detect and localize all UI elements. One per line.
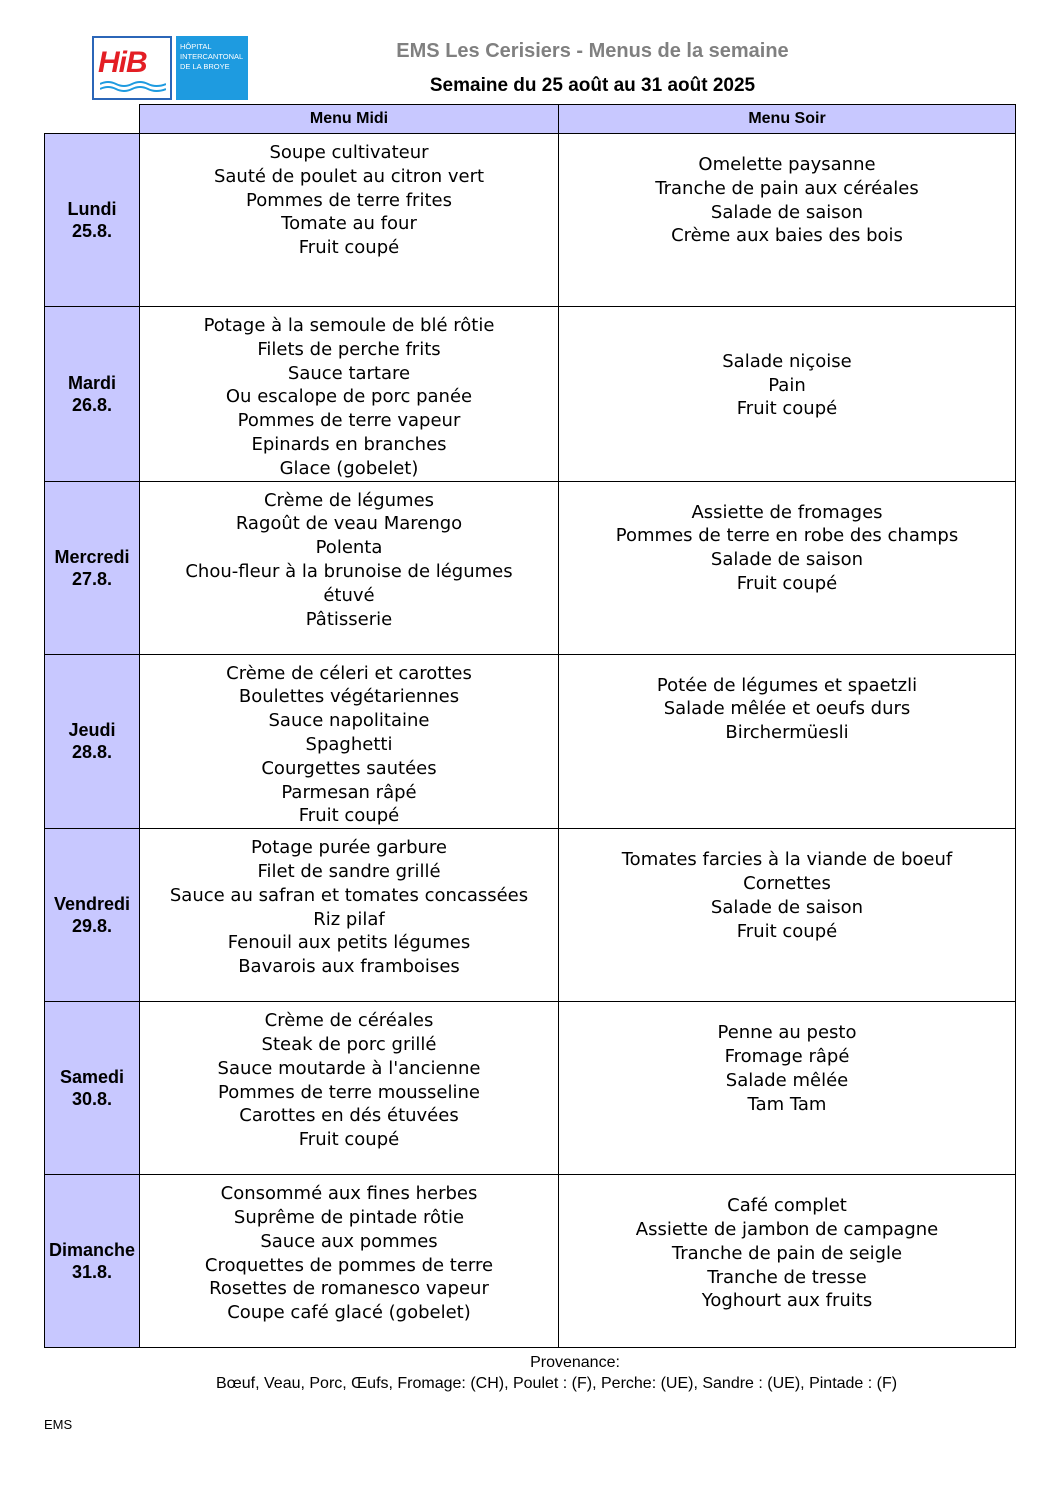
menu-midi-cell [140,481,559,654]
menu-item: Soupe cultivateur [269,142,429,163]
menu-item: Penne au pesto [717,1022,857,1044]
menu-item: Carottes en dés étuvées [239,1105,459,1127]
hospital-logo [92,36,248,100]
menu-item: Birchermüesli [725,722,849,744]
day-date: 25.8. [71,221,113,241]
menu-midi-items [140,482,558,632]
menu-item: Crème aux baies des bois [671,225,903,247]
day-date: 27.8. [71,568,113,589]
menu-table [44,104,1016,1348]
menu-item: Fruit coupé [298,805,400,827]
day-name: Lundi [67,199,117,219]
day-label-cell [45,134,140,307]
menu-item: Salade de saison [710,896,864,918]
menu-item: Rosettes de romanesco vapeur [209,1278,489,1300]
menu-midi-cell [140,1175,559,1348]
menu-item: Spaghetti [305,733,393,755]
menu-item: Sauce tartare [287,362,411,384]
menu-item: Parmesan râpé [281,781,417,803]
provenance-label: Provenance: [530,1354,620,1371]
menu-item: Courgettes sautées [261,757,437,779]
menu-item: Salade de saison [710,201,864,223]
day-name: Vendredi [53,894,131,915]
menu-item: Tranche de pain aux céréales [655,177,919,199]
menu-item: Fenouil aux petits légumes [227,932,471,954]
waves-icon [100,80,166,92]
day-row [45,1002,1016,1175]
menu-item: Pommes de terre mousseline [218,1081,480,1103]
menu-item: Tranche de tresse [707,1266,867,1288]
menu-item [559,326,1015,350]
menu-item: Consommé aux fines herbes [220,1183,478,1205]
menu-item: Salade de saison [710,549,864,571]
day-name: Jeudi [68,720,116,741]
day-label-cell [45,1002,140,1175]
menu-item: Sauce au safran et tomates concassées [169,884,529,906]
menu-midi-items [140,655,558,829]
menu-soir-cell [559,307,1016,482]
menu-soir-items [559,829,1015,943]
day-row [45,307,1016,482]
menu-soir-cell [559,134,1016,307]
menu-item: Yoghourt aux fruits [701,1290,873,1312]
menu-item: Chou-fleur à la brunoise de légumes [185,560,513,582]
menu-item: Assiette de jambon de campagne [635,1218,939,1240]
table-header-row [45,105,1016,134]
day-date: 30.8. [71,1089,113,1110]
logo-text-block [176,36,248,100]
menu-item: Tranche de pain de seigle [671,1242,903,1264]
menu-item: Steak de porc grillé [261,1033,437,1055]
day-label-cell [45,1175,140,1348]
menu-soir-items [559,1175,1015,1313]
column-header-midi: Menu Midi [140,105,559,134]
menu-soir-items [559,307,1015,421]
day-name: Dimanche [48,1240,136,1261]
menu-midi-items [140,829,558,979]
menu-item: Riz pilaf [313,908,385,930]
menu-item: Fruit coupé [736,398,838,420]
menu-item: Tomate au four [281,213,417,235]
logo-text-line: DE LA BROYE [180,62,230,71]
logo-text-line: INTERCANTONAL [180,52,244,61]
day-label-cell [45,829,140,1002]
logo-mark [92,36,172,100]
logo-text-line: HÔPITAL [180,42,212,51]
column-header-soir: Menu Soir [559,105,1016,134]
day-row [45,134,1016,307]
menu-item: Sauté de poulet au citron vert [213,165,485,187]
menu-item: Cornettes [743,872,831,894]
menu-midi-items [140,1002,558,1152]
day-row [45,1175,1016,1348]
menu-item: Salade mêlée [725,1069,849,1091]
day-name: Mercredi [54,546,130,567]
menu-item: Crème de céréales [264,1010,434,1032]
day-name: Samedi [59,1067,125,1088]
footer-label: EMS [44,1417,73,1432]
provenance-text: Bœuf, Veau, Porc, Œufs, Fromage: (CH), Poulet : (F), Perche: (UE), Sandre : (UE), Pintade : (F) [216,1375,898,1392]
menu-item: Sauce aux pommes [260,1230,438,1252]
day-row [45,481,1016,654]
menu-midi-cell [140,307,559,482]
menu-item: Potée de légumes et spaetzli [656,674,918,696]
menu-item: Crème de légumes [263,489,435,511]
menu-item: Pommes de terre en robe des champs [615,525,959,547]
menu-midi-items [140,134,558,260]
menu-item: Salade niçoise [722,350,852,372]
header-corner [45,105,140,134]
menu-soir-cell [559,481,1016,654]
menu-item: Pommes de terre frites [246,189,452,211]
menu-soir-cell [559,654,1016,829]
menu-item: Pommes de terre vapeur [237,410,461,432]
menu-item: Tomates farcies à la viande de boeuf [621,849,953,871]
menu-item: Filet de sandre grillé [257,860,441,882]
menu-item: Potage à la semoule de blé rôtie [203,315,495,336]
week-subtitle: Semaine du 25 août au 31 août 2025 [429,75,756,96]
menu-item: Fromage râpé [724,1045,850,1067]
menu-midi-cell [140,134,559,307]
day-date: 29.8. [71,916,113,937]
menu-item: Bavarois aux framboises [238,956,460,978]
menu-soir-items [559,482,1015,596]
menu-item: Boulettes végétariennes [238,686,460,708]
day-label-cell [45,481,140,654]
menu-item: Omelette paysanne [698,154,876,175]
menu-item: Polenta [315,537,383,559]
day-date: 31.8. [71,1262,113,1283]
menu-item: Café complet [727,1195,847,1217]
menu-item: Potage purée garbure [250,837,447,859]
menu-item: Pâtisserie [305,608,393,630]
day-name: Mardi [67,372,116,393]
menu-item: Fruit coupé [736,572,838,594]
menu-soir-cell [559,1175,1016,1348]
menu-item: Fruit coupé [298,1129,400,1151]
menu-item: Salade mêlée et oeufs durs [663,698,911,720]
menu-item: Fruit coupé [298,237,400,259]
menu-item: Sauce moutarde à l'ancienne [217,1057,481,1079]
menu-soir-cell [559,1002,1016,1175]
menu-soir-cell [559,829,1016,1002]
menu-soir-items [559,134,1015,248]
day-row [45,654,1016,829]
menu-item: Croquettes de pommes de terre [204,1254,494,1276]
menu-item: Crème de céleri et carottes [226,662,472,684]
day-date: 28.8. [71,742,113,763]
menu-item: Fruit coupé [736,920,838,942]
menu-item: Assiette de fromages [691,501,883,523]
menu-item: Ou escalope de porc panée [225,386,473,408]
menu-item: Tam Tam [747,1093,827,1115]
menu-midi-items [140,307,558,481]
day-label-cell [45,654,140,829]
day-date: 26.8. [71,394,113,415]
menu-item: Sauce napolitaine [268,710,430,732]
menu-midi-cell [140,1002,559,1175]
menu-item: étuvé [323,584,375,606]
menu-item: Glace (gobelet) [279,457,419,479]
page-title: EMS Les Cerisiers - Menus de la semaine [396,40,789,62]
menu-midi-cell [140,654,559,829]
logo-brand: HiB [98,46,147,79]
day-row [45,829,1016,1002]
menu-midi-items [140,1175,558,1325]
menu-item: Epinards en branches [251,433,447,455]
menu-item: Coupe café glacé (gobelet) [227,1302,471,1324]
menu-soir-items [559,1002,1015,1116]
menu-item: Pain [768,374,806,396]
day-label-cell [45,307,140,482]
menu-item: Filets de perche frits [257,338,441,360]
menu-item: Ragoût de veau Marengo [235,513,463,535]
menu-midi-cell [140,829,559,1002]
menu-soir-items [559,655,1015,745]
menu-item: Suprême de pintade rôtie [233,1206,465,1228]
